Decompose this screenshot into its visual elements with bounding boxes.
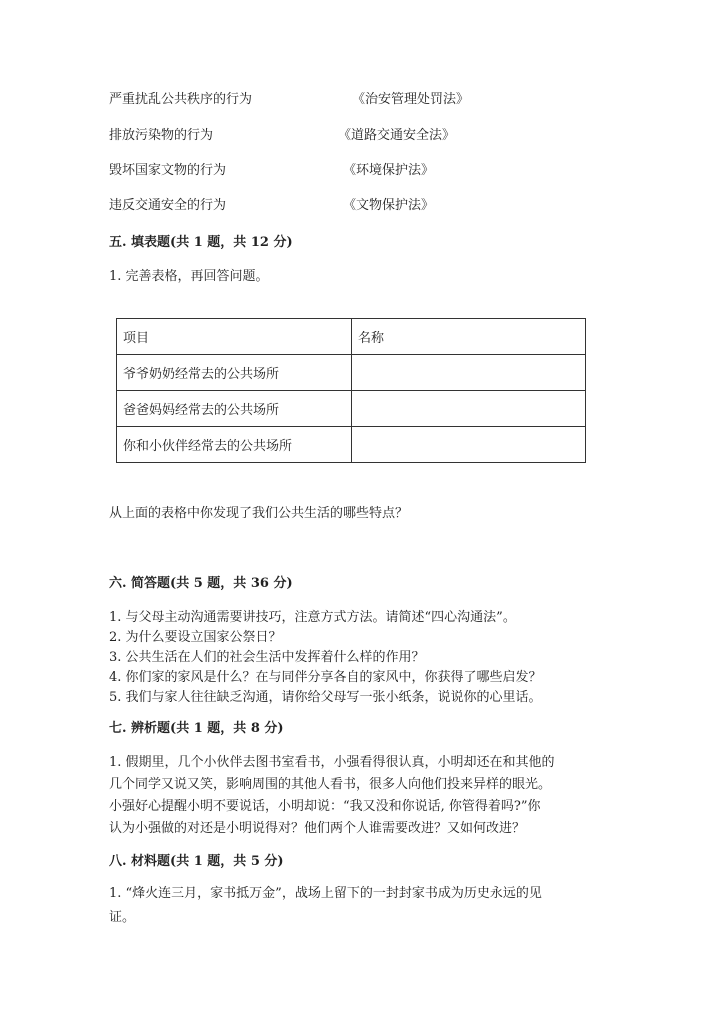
section-7-heading: 七. 辨析题(共 1 题，共 8 分) — [109, 721, 284, 736]
matching-law-2: 《道路交通安全法》 — [338, 128, 456, 143]
table-header-cell: 项目 — [117, 319, 352, 355]
section-5-heading: 五. 填表题(共 1 题，共 12 分) — [109, 235, 293, 250]
matching-law-3: 《环境保护法》 — [343, 163, 435, 178]
table-row — [117, 427, 586, 463]
paragraph-line: 几个同学又说又笑，影响周围的其他人看书，很多人向他们投来异样的眼光。 — [109, 777, 552, 792]
list-item: 2. 为什么要设立国家公祭日？ — [109, 630, 282, 645]
section-6-heading: 六. 简答题(共 5 题，共 36 分) — [109, 576, 293, 591]
table-cell-answer — [352, 427, 586, 463]
list-item: 3. 公共生活在人们的社会生活中发挥着什么样的作用？ — [109, 650, 425, 665]
paragraph-line: 证。 — [109, 910, 136, 925]
paragraph-line: 认为小强做的对还是小明说得对？他们两个人谁需要改进？又如何改进？ — [109, 821, 526, 836]
matching-law-4: 《文物保护法》 — [343, 198, 435, 213]
list-item: 5. 我们与家人往往缺乏沟通，请你给父母写一张小纸条，说说你的心里话。 — [109, 690, 542, 705]
table-row — [117, 355, 586, 391]
table-cell-answer — [352, 355, 586, 391]
section-5-question-1: 1. 完善表格，再回答问题。 — [109, 269, 269, 284]
fill-in-table — [116, 318, 586, 463]
matching-behavior-1: 严重扰乱公共秩序的行为 — [109, 92, 253, 107]
paragraph-line: 小强好心提醒小明不要说话，小明却说：“我又没和你说话, 你管得着吗?”你 — [109, 799, 541, 814]
list-item: 1. 与父母主动沟通需要讲技巧，注意方式方法。请简述“四心沟通法”。 — [109, 610, 516, 625]
table-cell-item: 你和小伙伴经常去的公共场所 — [117, 427, 352, 463]
section-8-heading: 八. 材料题(共 1 题，共 5 分) — [109, 854, 284, 869]
section-7-question — [109, 752, 609, 840]
section-5-followup: 从上面的表格中你发现了我们公共生活的哪些特点？ — [109, 506, 409, 521]
list-item: 4. 你们家的家风是什么？在与同伴分享各自的家风中，你获得了哪些启发？ — [109, 670, 542, 685]
section-8-question — [109, 882, 609, 930]
table-header-row — [117, 319, 586, 355]
table-cell-item: 爷爷奶奶经常去的公共场所 — [117, 355, 352, 391]
table-cell-answer — [352, 391, 586, 427]
matching-behavior-4: 违反交通安全的行为 — [109, 198, 227, 213]
paragraph-line: 1. “烽火连三月，家书抵万金”，战场上留下的一封封家书成为历史永远的见 — [109, 886, 542, 901]
table-cell-item: 爸爸妈妈经常去的公共场所 — [117, 391, 352, 427]
matching-behavior-3: 毁坏国家文物的行为 — [109, 163, 227, 178]
section-6-questions — [109, 608, 609, 708]
matching-behavior-2: 排放污染物的行为 — [109, 128, 214, 143]
paragraph-line: 1. 假期里，几个小伙伴去图书室看书，小强看得很认真，小明却还在和其他的 — [109, 755, 555, 770]
table-header-cell: 名称 — [352, 319, 586, 355]
matching-law-1: 《治安管理处罚法》 — [352, 92, 470, 107]
table-row — [117, 391, 586, 427]
